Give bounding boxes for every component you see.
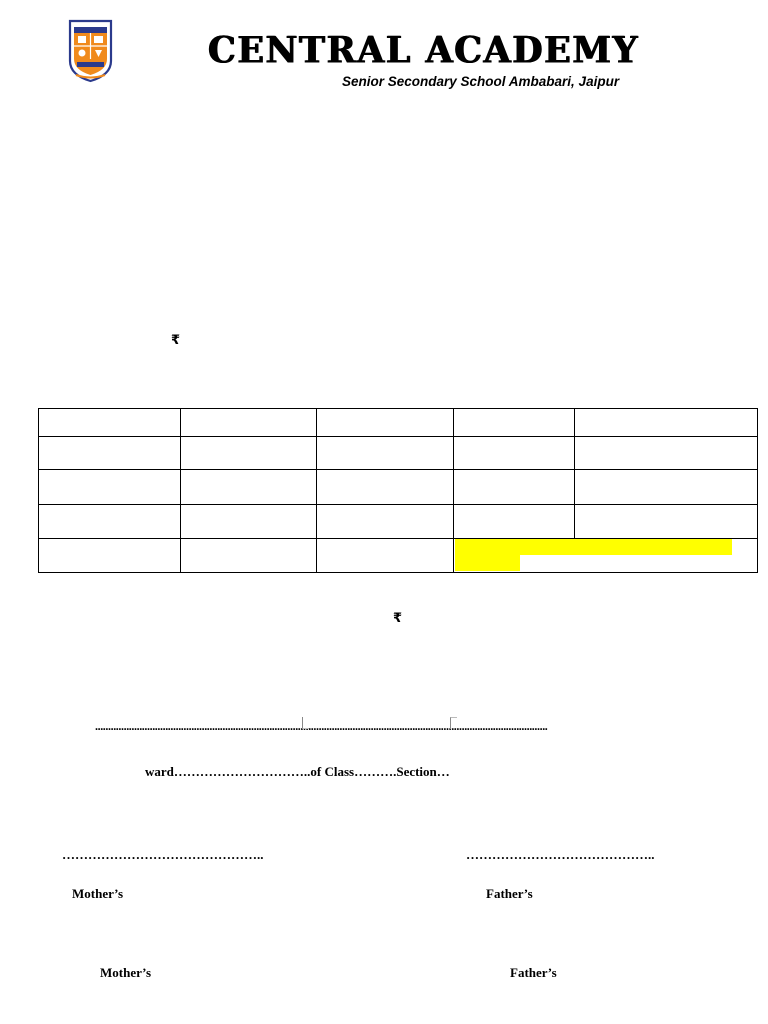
table-cell: [454, 437, 575, 470]
table-cell: [181, 470, 317, 505]
table-cell: [454, 470, 575, 505]
dotted-fill-line: ..............................................................................................................................................................................: [95, 719, 548, 733]
table-cell: [39, 505, 181, 539]
cursor-mark: [450, 717, 457, 729]
father-signature-line: ……………………………………..: [466, 847, 655, 862]
rupee-symbol: ₹: [393, 611, 403, 626]
table-row: [39, 437, 758, 470]
cursor-mark: [302, 717, 309, 729]
mother-signature-line: ………………………………………..: [62, 847, 264, 862]
table-cell: [575, 437, 758, 470]
table-cell: [317, 409, 454, 437]
mother-signature-label: Mother’s: [72, 886, 124, 901]
table-cell: [39, 409, 181, 437]
father-signature-label: Father’s: [486, 886, 533, 901]
table-cell: [317, 470, 454, 505]
rupee-symbol: ₹: [171, 333, 181, 348]
table-cell: [454, 505, 575, 539]
yellow-highlight: [455, 539, 732, 555]
school-crest-logo: [67, 17, 114, 83]
table-cell: [454, 409, 575, 437]
table-cell: [317, 505, 454, 539]
ward-class-section-line: ward…………………………..of Class……….Section…: [145, 764, 450, 779]
table-cell: [39, 470, 181, 505]
table-cell: [39, 437, 181, 470]
table-cell: [39, 539, 181, 573]
school-name: CENTRAL ACADEMY: [208, 28, 640, 72]
table-cell: [181, 539, 317, 573]
table-row: [39, 505, 758, 539]
table-cell: [181, 409, 317, 437]
table-row: [39, 409, 758, 437]
table-cell: [575, 470, 758, 505]
yellow-highlight: [455, 555, 520, 571]
table-cell: [181, 505, 317, 539]
table-cell: [575, 409, 758, 437]
mother-name-label: Mother’s: [100, 965, 152, 980]
table-cell: [317, 437, 454, 470]
table-cell: [575, 505, 758, 539]
father-name-label: Father’s: [510, 965, 557, 980]
table-row: [39, 470, 758, 505]
table-cell: [317, 539, 454, 573]
table-cell: [181, 437, 317, 470]
school-subtitle: Senior Secondary School Ambabari, Jaipur: [342, 74, 620, 89]
